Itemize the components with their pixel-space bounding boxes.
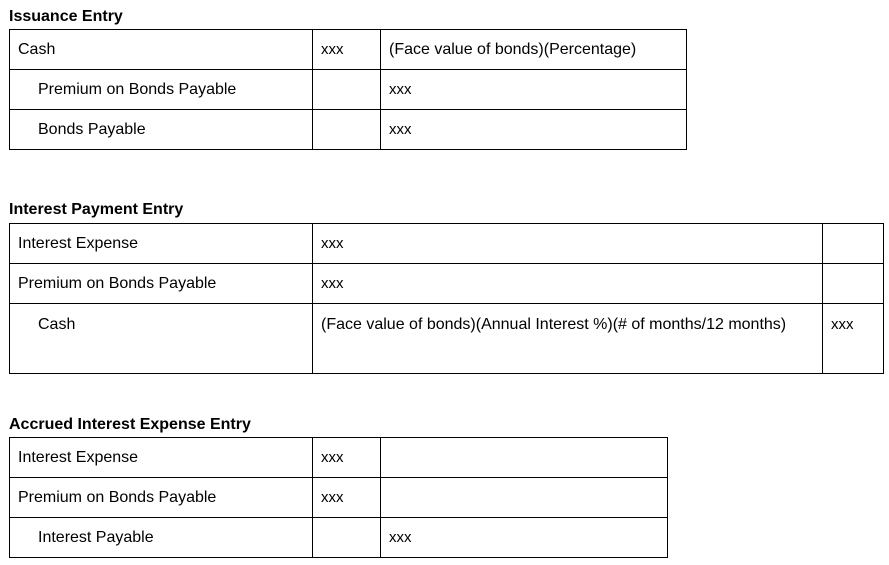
table-row	[10, 518, 668, 558]
table-row	[10, 264, 884, 304]
interest-payment-entry-table	[9, 223, 884, 374]
debit-cell	[313, 110, 381, 150]
table-row	[10, 110, 687, 150]
table-row	[10, 438, 668, 478]
accrued-interest-entry-table	[9, 437, 668, 558]
accrued-interest-entry-title: Accrued Interest Expense Entry	[9, 416, 251, 433]
debit-cell: xxx	[313, 438, 381, 478]
credit-cell: xxx	[823, 304, 884, 374]
debit-cell: (Face value of bonds)(Annual Interest %)(# of months/12 months)	[313, 304, 823, 374]
account-cell: Interest Expense	[10, 224, 313, 264]
table-row	[10, 30, 687, 70]
table-row	[10, 224, 884, 264]
account-cell: Interest Expense	[10, 438, 313, 478]
credit-cell	[823, 264, 884, 304]
credit-cell: xxx	[381, 518, 668, 558]
table-row	[10, 478, 668, 518]
credit-cell: (Face value of bonds)(Percentage)	[381, 30, 687, 70]
account-cell: Premium on Bonds Payable	[10, 70, 313, 110]
debit-cell: xxx	[313, 478, 381, 518]
credit-cell	[823, 224, 884, 264]
table-row	[10, 304, 884, 374]
interest-payment-entry-title: Interest Payment Entry	[9, 201, 184, 218]
debit-cell	[313, 70, 381, 110]
account-cell: Cash	[10, 30, 313, 70]
table-row	[10, 70, 687, 110]
issuance-entry-table	[9, 29, 687, 150]
account-cell: Premium on Bonds Payable	[10, 478, 313, 518]
credit-cell: xxx	[381, 70, 687, 110]
credit-cell	[381, 438, 668, 478]
debit-cell: xxx	[313, 30, 381, 70]
debit-cell	[313, 518, 381, 558]
credit-cell	[381, 478, 668, 518]
account-cell: Premium on Bonds Payable	[10, 264, 313, 304]
credit-cell: xxx	[381, 110, 687, 150]
debit-cell: xxx	[313, 264, 823, 304]
account-cell: Bonds Payable	[10, 110, 313, 150]
account-cell: Cash	[10, 304, 313, 374]
account-cell: Interest Payable	[10, 518, 313, 558]
issuance-entry-title: Issuance Entry	[9, 8, 123, 25]
debit-cell: xxx	[313, 224, 823, 264]
